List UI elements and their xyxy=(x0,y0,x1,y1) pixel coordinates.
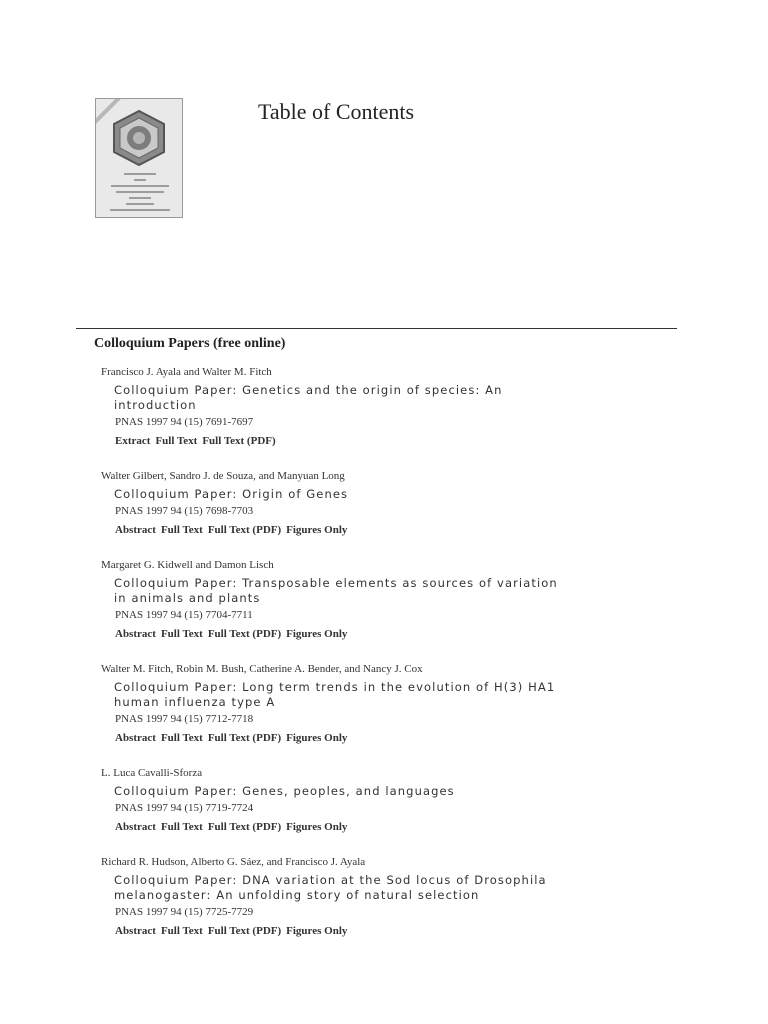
cover-text-lines xyxy=(108,173,172,215)
link-figures-only[interactable]: Figures Only xyxy=(286,524,348,536)
divider xyxy=(76,328,677,329)
link-full-text-pdf[interactable]: Full Text (PDF) xyxy=(207,732,282,744)
link-abstract[interactable]: Abstract xyxy=(115,524,156,536)
link-abstract[interactable]: Abstract xyxy=(115,821,156,833)
toc-entry xyxy=(101,767,701,834)
link-abstract[interactable]: Abstract xyxy=(115,925,156,937)
toc-entry xyxy=(101,559,701,641)
seal-icon xyxy=(110,109,168,167)
link-full-text[interactable]: Full Text xyxy=(160,524,203,536)
entry-authors: Walter Gilbert, Sandro J. de Souza, and Manyuan Long xyxy=(101,470,345,482)
journal-cover-image xyxy=(95,98,183,218)
toc-entry xyxy=(101,856,701,938)
link-full-text-pdf[interactable]: Full Text (PDF) xyxy=(202,435,276,447)
link-abstract[interactable]: Abstract xyxy=(115,732,156,744)
entry-links xyxy=(115,626,701,641)
toc-list xyxy=(101,366,701,938)
link-abstract[interactable]: Abstract xyxy=(115,628,156,640)
link-full-text[interactable]: Full Text xyxy=(160,732,203,744)
section-heading: Colloquium Papers (free online) xyxy=(94,336,286,351)
link-figures-only[interactable]: Figures Only xyxy=(286,628,348,640)
link-full-text[interactable]: Full Text xyxy=(160,925,203,937)
link-full-text[interactable]: Full Text xyxy=(160,821,203,833)
link-full-text-pdf[interactable]: Full Text (PDF) xyxy=(207,925,282,937)
page-title: Table of Contents xyxy=(258,99,415,124)
entry-authors: Francisco J. Ayala and Walter M. Fitch xyxy=(101,366,272,378)
entry-authors: L. Luca Cavalli-Sforza xyxy=(101,767,203,779)
entry-title: Colloquium Paper: Origin of Genes xyxy=(114,487,349,501)
link-full-text[interactable]: Full Text xyxy=(160,628,203,640)
link-figures-only[interactable]: Figures Only xyxy=(286,732,348,744)
entry-citation: PNAS 1997 94 (15) 7725-7729 xyxy=(115,906,254,918)
entry-links xyxy=(115,730,701,745)
entry-links xyxy=(115,819,701,834)
entry-title: Colloquium Paper: Long term trends in the evolution of H(3) HA1 human influenza type A xyxy=(114,680,556,709)
entry-authors: Margaret G. Kidwell and Damon Lisch xyxy=(101,559,274,571)
toc-entry xyxy=(101,366,701,448)
link-full-text-pdf[interactable]: Full Text (PDF) xyxy=(207,821,282,833)
link-full-text-pdf[interactable]: Full Text (PDF) xyxy=(207,524,282,536)
link-figures-only[interactable]: Figures Only xyxy=(286,821,348,833)
entry-title: Colloquium Paper: Genetics and the origin of species: An introduction xyxy=(114,383,503,412)
entry-links xyxy=(115,433,701,448)
entry-title: Colloquium Paper: Genes, peoples, and languages xyxy=(114,784,455,798)
link-extract[interactable]: Extract xyxy=(115,435,151,447)
entry-links xyxy=(115,522,701,537)
entry-authors: Richard R. Hudson, Alberto G. Sáez, and Francisco J. Ayala xyxy=(101,856,366,868)
link-full-text-pdf[interactable]: Full Text (PDF) xyxy=(207,628,282,640)
entry-citation: PNAS 1997 94 (15) 7691-7697 xyxy=(115,416,254,428)
toc-entry xyxy=(101,663,701,745)
entry-citation: PNAS 1997 94 (15) 7712-7718 xyxy=(115,713,254,725)
entry-title: Colloquium Paper: DNA variation at the Sod locus of Drosophila melanogaster: An unfolding story of natural selection xyxy=(114,873,547,902)
link-figures-only[interactable]: Figures Only xyxy=(286,925,348,937)
entry-authors: Walter M. Fitch, Robin M. Bush, Catherine A. Bender, and Nancy J. Cox xyxy=(101,663,423,675)
entry-citation: PNAS 1997 94 (15) 7719-7724 xyxy=(115,802,254,814)
entry-links xyxy=(115,923,701,938)
entry-citation: PNAS 1997 94 (15) 7698-7703 xyxy=(115,505,254,517)
toc-entry xyxy=(101,470,701,537)
entry-title: Colloquium Paper: Transposable elements as sources of variation in animals and plants xyxy=(114,576,558,605)
link-full-text[interactable]: Full Text xyxy=(155,435,198,447)
entry-citation: PNAS 1997 94 (15) 7704-7711 xyxy=(115,609,253,621)
